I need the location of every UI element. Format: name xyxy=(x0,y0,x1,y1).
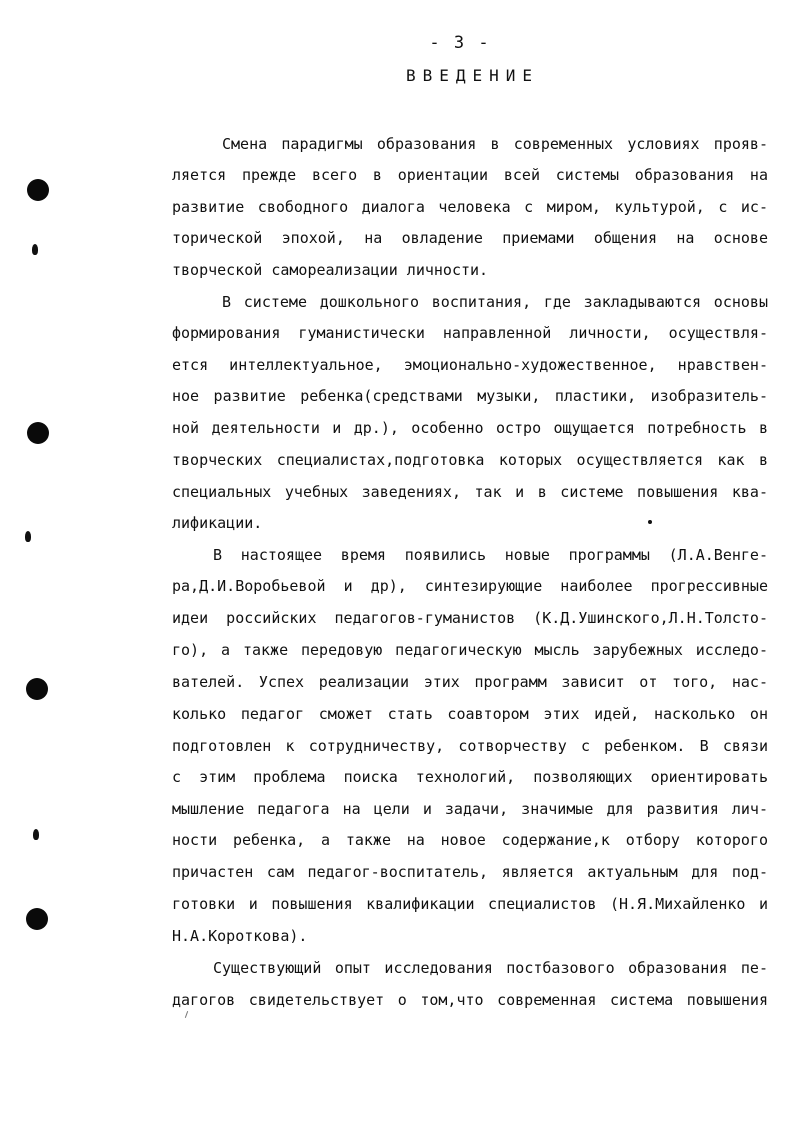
text-line: формирования гуманистически направленной личности, осуществля- xyxy=(172,324,768,342)
text-line: готовки и повышения квалификации специалистов (Н.Я.Михайленко и xyxy=(172,895,768,913)
text-line: лификации. xyxy=(172,514,263,532)
text-line: В системе дошкольного воспитания, где закладываются основы xyxy=(222,293,768,311)
text-line: творческой самореализации личности. xyxy=(172,261,489,279)
text-line: Смена парадигмы образования в современных условиях прояв- xyxy=(222,135,768,153)
text-line: причастен сам педагог-воспитатель, является актуальным для под- xyxy=(172,863,768,881)
text-line: дагогов свидетельствует о том,что современная система повышения xyxy=(172,991,768,1009)
text-line: ное развитие ребенка(средствами музыки, пластики, изобразитель- xyxy=(172,387,768,405)
text-line: В настоящее время появились новые программы (Л.А.Венге- xyxy=(213,546,768,564)
text-line: мышление педагога на цели и задачи, значимые для развития лич- xyxy=(172,800,768,818)
text-line: Н.А.Короткова). xyxy=(172,927,308,945)
text-line: с этим проблема поиска технологий, позволяющих ориентировать xyxy=(172,768,768,786)
text-line: Существующий опыт исследования постбазового образования пе- xyxy=(213,959,768,977)
text-line: ра,Д.И.Воробьевой и др), синтезирующие наиболее прогрессивные xyxy=(172,577,768,595)
text-line: развитие свободного диалога человека с миром, культурой, с ис- xyxy=(172,198,768,216)
text-line: вателей. Успех реализации этих программ зависит от того, нас- xyxy=(172,673,768,691)
page-title: ВВЕДЕНИЕ xyxy=(405,66,540,85)
text-line: специальных учебных заведениях, так и в системе повышения ква- xyxy=(172,483,768,501)
text-line: колько педагог сможет стать соавтором этих идей, насколько он xyxy=(172,705,768,723)
page-number: - 3 - xyxy=(429,33,491,53)
text-line: ляется прежде всего в ориентации всей системы образования на xyxy=(172,166,768,184)
text-line: подготовлен к сотрудничеству, сотворчеству с ребенком. В связи xyxy=(172,737,768,755)
text-line: творческих специалистах,подготовка которых осуществляется как в xyxy=(172,451,768,469)
ink-mark-icon xyxy=(33,829,39,840)
text-line: торической эпохой, на овладение приемами общения на основе xyxy=(172,229,768,247)
ink-mark-icon xyxy=(25,531,31,542)
binder-hole-icon xyxy=(26,908,48,930)
ink-mark-icon xyxy=(32,244,38,255)
binder-hole-icon xyxy=(27,179,49,201)
text-line: ется интеллектуальное, эмоционально-художественное, нравствен- xyxy=(172,356,768,374)
text-line: идеи российских педагогов-гуманистов (К.Д.Ушинского,Л.Н.Толсто- xyxy=(172,609,768,627)
text-line: ной деятельности и др.), особенно остро ощущается потребность в xyxy=(172,419,768,437)
binder-hole-icon xyxy=(27,422,49,444)
text-line: ности ребенка, а также на новое содержание,к отбору которого xyxy=(172,831,768,849)
text-line: го), а также передовую педагогическую мысль зарубежных исследо- xyxy=(172,641,768,659)
binder-hole-icon xyxy=(26,678,48,700)
